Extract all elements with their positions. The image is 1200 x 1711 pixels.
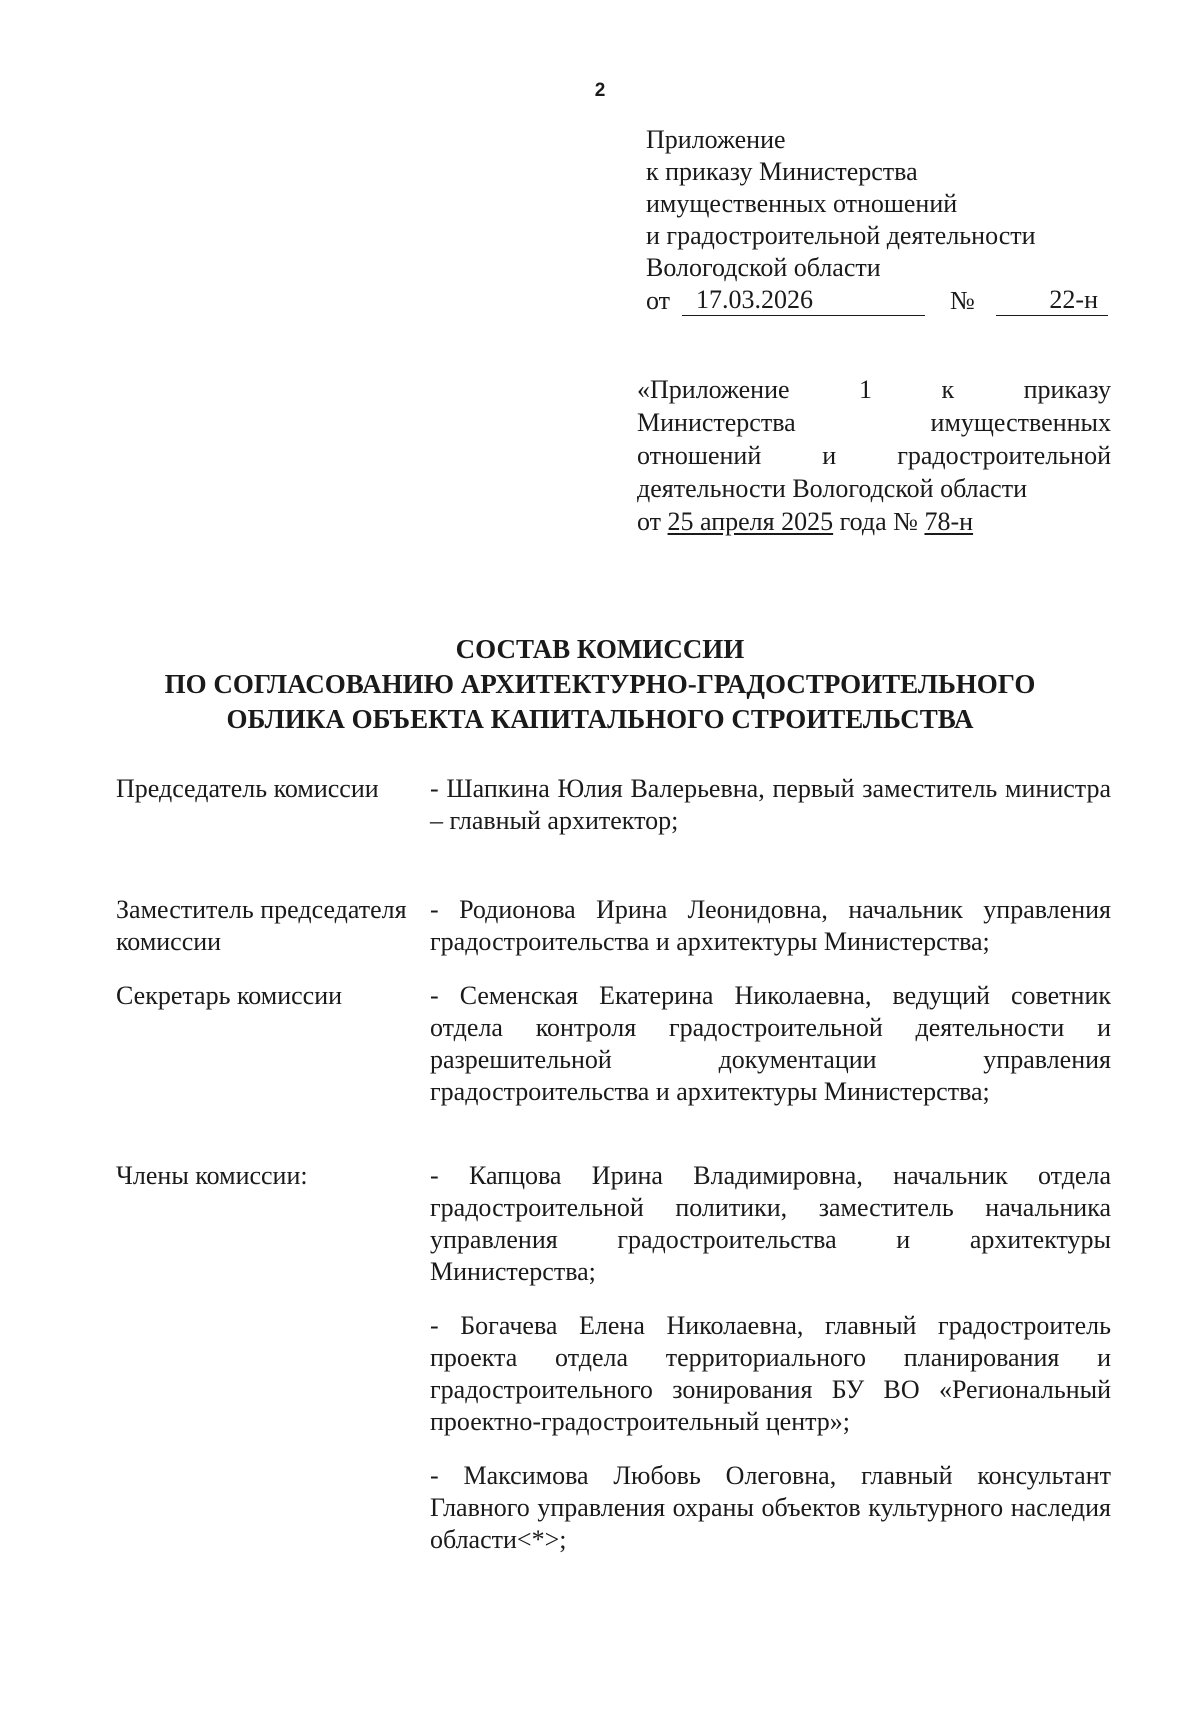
chairman-role: Председатель комиссии bbox=[116, 774, 379, 803]
orig-word: Министерства bbox=[637, 408, 796, 437]
original-appendix-block bbox=[637, 373, 1111, 538]
orig-word: к bbox=[941, 375, 955, 404]
chairman-text: - Шапкина Юлия Валерьевна, первый заместитель министра – главный архитектор; bbox=[430, 774, 1111, 835]
orig-word: «Приложение bbox=[637, 375, 790, 404]
approval-date: 17.03.2026 bbox=[682, 285, 925, 316]
orig-line-2 bbox=[637, 406, 1111, 439]
orig-line-3 bbox=[637, 439, 1111, 472]
date-prefix: от bbox=[646, 286, 671, 315]
approval-number: 22-н bbox=[996, 285, 1108, 316]
member-item: - Максимова Любовь Олеговна, главный консультант Главного управления охраны объектов культурного наследия области<*>; bbox=[430, 1461, 1111, 1554]
orig-date-prefix: от bbox=[637, 507, 662, 536]
document-title bbox=[0, 632, 1200, 737]
orig-number: 78-н bbox=[924, 507, 974, 536]
page-number: 2 bbox=[594, 80, 606, 101]
orig-word: отношений bbox=[637, 441, 762, 470]
deputy-role: Заместитель председателя комиссии bbox=[116, 895, 407, 956]
approval-date-row bbox=[646, 285, 1116, 319]
orig-word: 1 bbox=[859, 375, 873, 404]
approval-block bbox=[646, 124, 1116, 319]
approval-line: и градостроительной деятельности bbox=[646, 221, 1036, 250]
members-list bbox=[430, 1160, 1111, 1578]
orig-line-5 bbox=[637, 505, 1111, 538]
member-item: - Капцова Ирина Владимировна, начальник отдела градостроительной политики, заместитель начальника управления градостроительства и архитектуры Министерства; bbox=[430, 1161, 1111, 1286]
orig-word: имущественных bbox=[930, 408, 1111, 437]
orig-line-4: деятельности Вологодской области bbox=[637, 474, 1027, 503]
orig-word: и bbox=[822, 441, 837, 470]
orig-date: 25 апреля 2025 bbox=[667, 507, 834, 536]
approval-line: к приказу Министерства bbox=[646, 157, 918, 186]
title-line-2: ПО СОГЛАСОВАНИЮ АРХИТЕКТУРНО-ГРАДОСТРОИТЕЛЬНОГО bbox=[164, 669, 1036, 699]
secretary-role: Секретарь комиссии bbox=[116, 981, 343, 1010]
secretary-text: - Семенская Екатерина Николаевна, ведущий советник отдела контроля градостроительной деятельности и разрешительной документации управления градостроительства и архитектуры Министерства; bbox=[430, 981, 1111, 1106]
approval-line: Приложение bbox=[646, 125, 786, 154]
orig-middle: года № bbox=[839, 507, 918, 536]
title-line-3: ОБЛИКА ОБЪЕКТА КАПИТАЛЬНОГО СТРОИТЕЛЬСТВА bbox=[226, 704, 974, 734]
number-sign: № bbox=[950, 286, 975, 315]
members-role: Члены комиссии: bbox=[116, 1161, 308, 1190]
orig-line-1 bbox=[637, 373, 1111, 406]
orig-word: приказу bbox=[1023, 375, 1111, 404]
title-line-1: СОСТАВ КОМИССИИ bbox=[455, 634, 745, 664]
deputy-text: - Родионова Ирина Леонидовна, начальник управления градостроительства и архитектуры Министерства; bbox=[430, 895, 1111, 956]
approval-line: Вологодской области bbox=[646, 253, 881, 282]
approval-line: имущественных отношений bbox=[646, 189, 958, 218]
member-item: - Богачева Елена Николаевна, главный градостроитель проекта отдела территориального планирования и градостроительного зонирования БУ ВО «Региональный проектно-градостроительный центр»; bbox=[430, 1311, 1111, 1436]
orig-word: градостроительной bbox=[897, 441, 1111, 470]
